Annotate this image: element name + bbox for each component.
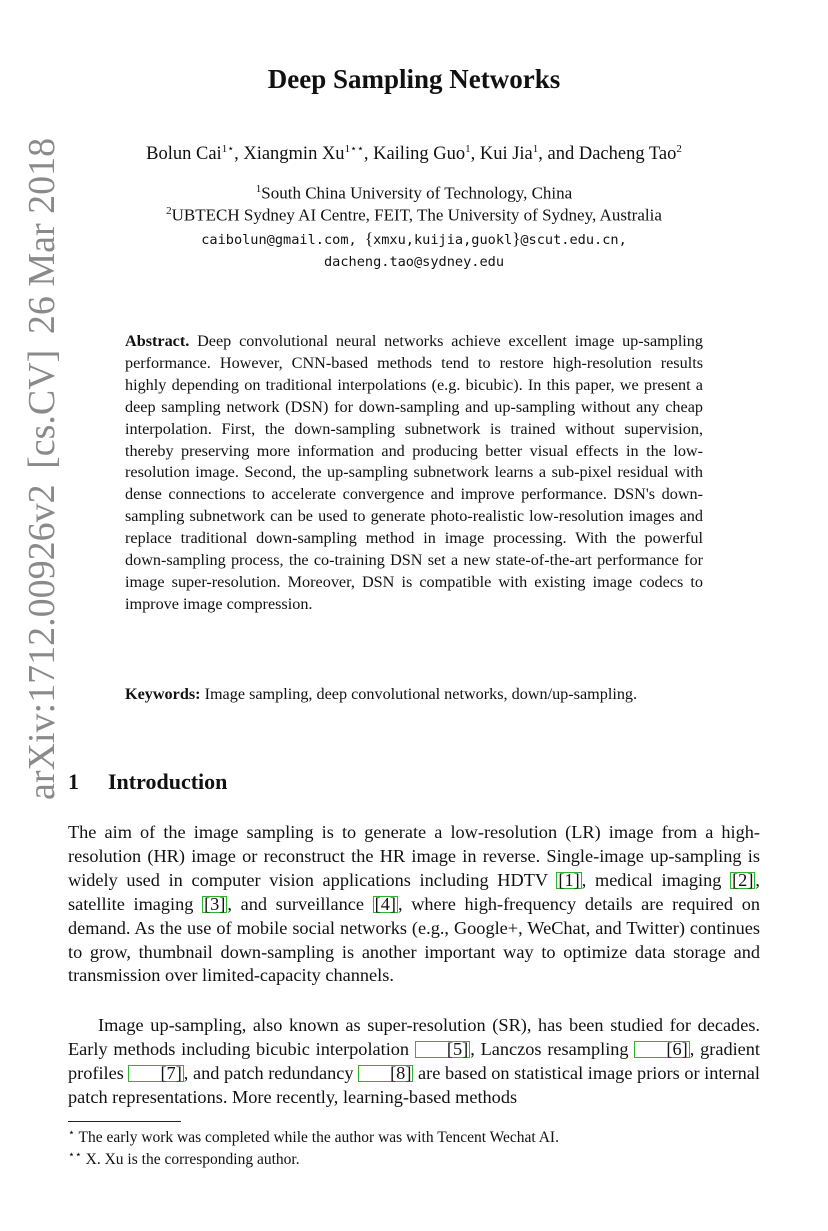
section-heading (68, 769, 227, 795)
author-mark: 1⋆⋆ (344, 143, 364, 155)
paragraph-text: , satellite imaging (68, 869, 760, 914)
citation-link[interactable]: [6] (634, 1041, 689, 1058)
section-number: 1 (68, 769, 79, 794)
affiliation-1 (0, 183, 828, 204)
footnote (68, 1148, 300, 1169)
author-name: Kailing Guo (373, 144, 466, 165)
paragraph-text: , medical imaging (581, 869, 731, 890)
paragraph-text: The aim of the image sampling is to generate a low-resolution (LR) image from a high-resolution (HR) image or reconstruct the HR image in reverse. Single-image up-sampling is widely used in computer vision applications including HDTV (68, 822, 760, 890)
paragraph-text: , where high-frequency details are required on demand. As the use of mobile social networks (e.g., Google+, WeChat, and Twitter) continues to grow, thumbnail down-sampling is another important way to optimize data storage and transmission over limited-capacity channels. (68, 893, 760, 986)
paper-title: Deep Sampling Networks (267, 64, 561, 94)
paragraph-text: , Lanczos resampling (470, 1038, 635, 1059)
footnote-divider (68, 1121, 181, 1122)
footnote-mark: ⋆⋆ (68, 1149, 82, 1161)
author-name: Bolun Cai (146, 144, 222, 165)
arxiv-category: [cs.CV] (21, 349, 63, 469)
author-mark: 1 (532, 143, 539, 155)
footnote-text: The early work was completed while the author was with Tencent Wechat AI. (78, 1129, 559, 1147)
author-name: and Dacheng Tao (547, 144, 677, 165)
author-name: Xiangmin Xu (243, 144, 345, 165)
affiliation-text: South China University of Technology, China (261, 183, 573, 203)
citation-link[interactable]: [3] (204, 893, 226, 914)
arxiv-identifier (17, 20, 67, 800)
email-line-1: caibolun@gmail.com, {xmxu,kuijia,guokl}@scut.edu.cn, (201, 229, 627, 248)
keywords (125, 684, 703, 706)
keywords-text: Image sampling, deep convolutional networks, down/up-sampling. (204, 685, 638, 703)
email-text: caibolun@gmail.com, (201, 232, 365, 248)
citation-link[interactable]: [5] (415, 1041, 470, 1058)
author-mark: 1 (465, 143, 471, 155)
paragraph-text: , and patch redundancy (183, 1062, 359, 1083)
author-name: Kui Jia (479, 144, 533, 165)
citation-link[interactable]: [8] (358, 1065, 413, 1082)
citation-link[interactable]: [4] (374, 893, 396, 914)
author-mark: 2 (676, 143, 682, 155)
citation-link[interactable]: [2] (732, 869, 754, 890)
footnote-text: X. Xu is the corresponding author. (85, 1151, 300, 1169)
affiliation-text: UBTECH Sydney AI Centre, FEIT, The University of Sydney, Australia (171, 205, 662, 225)
abstract (125, 331, 703, 616)
arxiv-date: 26 Mar 2018 (21, 137, 63, 335)
email-text: @scut.edu.cn, (520, 232, 627, 248)
section-title: Introduction (108, 769, 228, 794)
affiliation-2 (0, 205, 828, 226)
author-list: Bolun Cai$^{1⋆}$, Xiangmin $Xu^{1⋆⋆}$, Kailing Guo$^1$, Kui Jia$^1$, and Dacheng Tao$^2$ (146, 143, 682, 165)
abstract-label: Abstract. (125, 332, 190, 350)
paragraph (68, 1014, 760, 1110)
citation-link[interactable]: [1] (558, 869, 580, 890)
author-mark: 1⋆ (221, 143, 235, 155)
paragraph (68, 821, 760, 988)
email-text: xmxu,kuijia,guokl (373, 232, 513, 248)
arxiv-id: arXiv:1712.00926v2 (21, 484, 63, 800)
paragraph-text: are based on statistical image priors or internal patch representations. More recently, learning-based methods (68, 1062, 760, 1107)
affiliation-mark: 1 (255, 183, 262, 195)
email-line-2 (0, 251, 828, 271)
paragraph-text: , gradient profiles (68, 1038, 761, 1083)
paragraph-text: Image up-sampling, also known as super-resolution (SR), has been studied for decades. Early methods including bicubic interpolation (68, 1015, 760, 1059)
abstract-text: Deep convolutional neural networks achieve excellent image up-sampling performance. However, CNN-based methods tend to restore high-resolution results highly depending on traditional interpolations (e.g. bicubic). In this paper, we present a deep sampling network (DSN) for down-sampling and up-sampling without any cheap interpolation. First, the down-sampling subnetwork is trained without supervision, thereby preserving more information and producing better visual effects in the low-resolution image. Second, the up-sampling subnetwork learns a sub-pixel residual with dense connections to accelerate convergence and improve performance. DSN's down-sampling subnetwork can be used to generate photo-realistic low-resolution images and replace traditional down-sampling method in image processing. With the powerful down-sampling process, the co-training DSN set a new state-of-the-art performance for image super-resolution. Moreover, DSN is compatible with existing image codecs to improve image compression. (125, 332, 703, 613)
citation-link[interactable]: [7] (128, 1065, 183, 1082)
paragraph-text: , and surveillance (227, 893, 373, 914)
keywords-label: Keywords: (125, 685, 201, 703)
footnote-mark: ⋆ (68, 1127, 75, 1139)
affiliation-mark: 2 (166, 205, 172, 217)
email-text: dacheng.tao@sydney.edu (323, 254, 505, 270)
footnote (68, 1126, 559, 1147)
